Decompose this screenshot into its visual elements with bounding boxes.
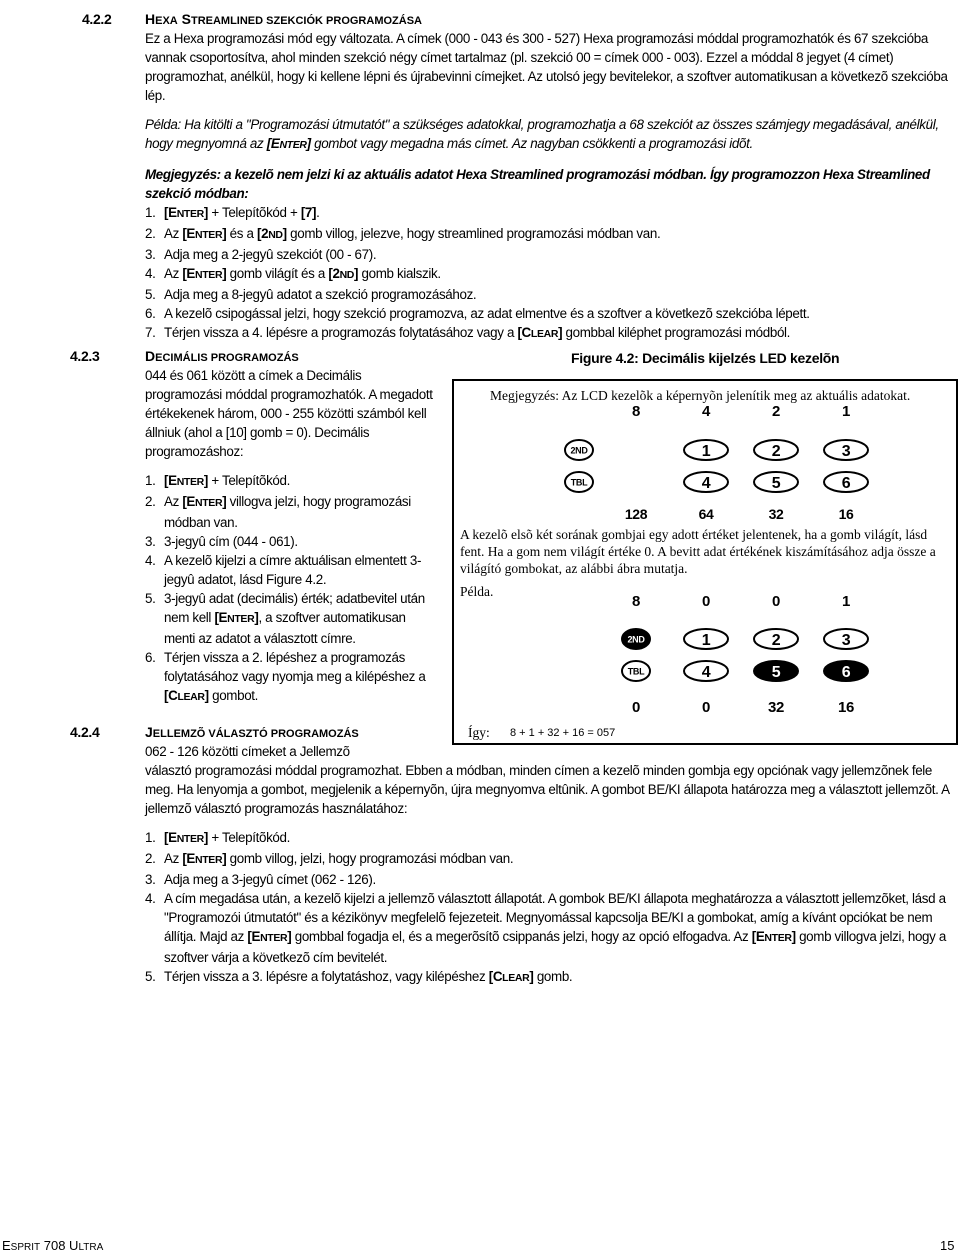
key-label: [ENTER] bbox=[247, 929, 292, 944]
figure-title: Figure 4.2: Decimális kijelzés LED kezelõn bbox=[571, 350, 840, 366]
step-text: A cím megadása után, a kezelõ kijelzi a jellemzõ választott állapotát. A gombok BE/KI állapota meghatározza a választott jellemzõket, lásd a "Programozói útmutatót" és a kézikönyv megfelelõ fejezeteit. Megnyomással kapcsolja BE/KI a gombokat, amíg a kívánt opciókat be nem állítja. Majd az [ENTER] gombbal fogadja el, és a megerõsítõ csippanás jelzi, hogy az opció elfogadva. Az [ENTER] gomb villogva jelzi, hogy a szoftver várja a következõ cím bevitelét. bbox=[164, 891, 946, 965]
step-text: 3-jegyû cím (044 - 061). bbox=[164, 534, 298, 549]
key-label: [ENTER] bbox=[164, 830, 208, 845]
step-text: Az [ENTER] gomb világít és a [2ND] gomb kialszik. bbox=[164, 266, 441, 281]
step-text: A kezelõ csipogással jelzi, hogy szekció programozva, az adat elmentve és a szoftver a következõ szekcióba lépett. bbox=[164, 306, 810, 321]
step-number: 1. bbox=[145, 473, 156, 488]
key-label: [ENTER] bbox=[751, 929, 796, 944]
step-number: 3. bbox=[145, 247, 156, 262]
hexa-steps-list bbox=[145, 203, 957, 344]
list-item bbox=[145, 304, 957, 323]
figure-example-label: Példa. bbox=[460, 584, 494, 599]
example-key-tbl bbox=[622, 661, 650, 681]
figure-4-2-box bbox=[452, 379, 958, 745]
key-6 bbox=[824, 472, 868, 492]
step-text: Adja meg a 8-jegyû adatot a szekció programozásához. bbox=[164, 287, 477, 302]
figure-note-top: Megjegyzés: Az LCD kezelõk a képernyõn jelenítik meg az aktuális adatokat. bbox=[490, 388, 911, 403]
step-text: Térjen vissza a 2. lépéshez a programozás folytatásához vagy nyomja meg a kilépéshez a [CLEAR] gombot. bbox=[164, 650, 426, 703]
weight-top-8: 8 bbox=[632, 403, 640, 420]
svg-text:6: 6 bbox=[841, 664, 851, 681]
svg-text:1: 1 bbox=[701, 632, 711, 649]
key-3 bbox=[824, 440, 868, 460]
footer-product-name: ESPRIT 708 ULTRA bbox=[2, 1238, 104, 1253]
key-label: [CLEAR] bbox=[164, 688, 209, 703]
key-tbl bbox=[565, 472, 593, 492]
svg-text:1: 1 bbox=[701, 443, 711, 460]
list-item bbox=[145, 471, 437, 492]
step-text: [ENTER] + Telepítõkód. bbox=[164, 473, 290, 488]
example-key-4 bbox=[684, 661, 728, 681]
key-label: [CLEAR] bbox=[517, 325, 563, 340]
list-item bbox=[145, 589, 437, 648]
key-label: [7] bbox=[300, 205, 317, 220]
example-bottom-value: 0 bbox=[702, 699, 710, 716]
list-item bbox=[145, 648, 437, 707]
example-key-2nd bbox=[622, 629, 650, 649]
step-text: A kezelõ kijelzi a címre aktuálisan elmentett 3-jegyû adatot, lásd Figure 4.2. bbox=[164, 553, 422, 587]
step-number: 2. bbox=[145, 494, 156, 509]
list-item bbox=[145, 492, 437, 532]
weight-bottom-64: 64 bbox=[698, 506, 714, 522]
step-number: 5. bbox=[145, 969, 156, 984]
step-text: Térjen vissza a 4. lépésre a programozás folytatásához vagy a [CLEAR] gombbal kiléphet programozási módból. bbox=[164, 325, 791, 340]
example-top-value: 8 bbox=[632, 593, 640, 610]
step-number: 1. bbox=[145, 205, 156, 220]
feature-intro-text: 062 - 126 közötti címeket a Jellemzõ választó programozási móddal programozhat. Ebben a módban, minden címen a kezelõ minden gombja egy opciónak vagy jellemzõnek fele meg. Ha lenyomja a gombot, megjelenik a képernyõn, újra megnyomva eltûnik. A gombot BE/KI állapota határozza meg a választott jellemzõt. A jellemzõ választó programozás használatához: bbox=[145, 742, 957, 818]
svg-text:5: 5 bbox=[771, 475, 781, 492]
step-number: 4. bbox=[145, 266, 156, 281]
key-label: [ENTER] bbox=[214, 610, 259, 625]
section-title-jellemzo: JELLEMZÕ VÁLASZTÓ PROGRAMOZÁS bbox=[145, 724, 359, 740]
step-number: 2. bbox=[145, 226, 156, 241]
step-number: 3. bbox=[145, 872, 156, 887]
step-number: 3. bbox=[145, 534, 156, 549]
section-4-2-2-body bbox=[145, 29, 957, 344]
list-item bbox=[145, 323, 957, 344]
key-label: [ENTER] bbox=[266, 136, 311, 151]
example-key-2 bbox=[754, 629, 798, 649]
step-number: 7. bbox=[145, 325, 156, 340]
example-key-5 bbox=[754, 661, 798, 681]
step-text: Az [ENTER] villogva jelzi, hogy programozási módban van. bbox=[164, 494, 411, 530]
figure-igy-label: Így: bbox=[468, 725, 490, 740]
hexa-example: Példa: Ha kitölti a "Programozási útmutatót" a szükséges adatokkal, programozhatja a 68 szekciót az összes számjegy megadásával, anélkül, hogy megnyomná az [ENTER] gombot vagy megadna más címet. Az nagyban csökkenti a programozási idõt. bbox=[145, 117, 939, 151]
step-text: Az [ENTER] és a [2ND] gomb villog, jelezve, hogy streamlined programozási módban van. bbox=[164, 226, 661, 241]
example-bottom-value: 32 bbox=[768, 699, 784, 716]
section-number-4-2-2: 4.2.2 bbox=[82, 11, 112, 27]
step-number: 5. bbox=[145, 287, 156, 302]
svg-text:3: 3 bbox=[841, 632, 851, 649]
section-title-hexa-streamlined: HEXA STREAMLINED SZEKCIÓK PROGRAMOZÁSA bbox=[145, 11, 422, 27]
svg-text:2ND: 2ND bbox=[570, 445, 588, 456]
svg-text:TBL: TBL bbox=[570, 477, 588, 488]
hexa-note: Megjegyzés: a kezelõ nem jelzi ki az aktuális adatot Hexa Streamlined programozási módban. Így programozzon Hexa Streamlined szekció módban: bbox=[145, 167, 930, 201]
svg-text:6: 6 bbox=[841, 475, 851, 492]
step-number: 1. bbox=[145, 830, 156, 845]
example-top-value: 0 bbox=[772, 593, 780, 610]
section-title-decimalis: DECIMÁLIS PROGRAMOZÁS bbox=[145, 348, 299, 364]
key-label: [2ND] bbox=[256, 226, 287, 241]
key-label: [2ND] bbox=[328, 266, 359, 281]
key-2nd bbox=[565, 440, 593, 460]
list-item bbox=[145, 203, 957, 224]
list-item bbox=[145, 551, 437, 589]
hexa-description: Ez a Hexa programozási mód egy változata. A címek (000 - 043 és 300 - 527) Hexa programozási móddal programozhatók és 67 szekcióba vannak csoportosítva, ahol minden szekció négy címet tartalmaz (pl. szekció 00 = címek 000 - 003). Ezzel a móddal 8 jegyet (4 címet) programozhat, anélkül, hogy ki kellene lépni és újrabevinni címejket. Az utolsó jegy bevitelekor, a szoftver automatikusan a következõ szekcióba lép. bbox=[145, 31, 948, 103]
section-4-2-3-body bbox=[145, 366, 437, 707]
list-item bbox=[145, 870, 957, 889]
weight-top-4: 4 bbox=[702, 403, 710, 420]
key-label: [ENTER] bbox=[182, 494, 227, 509]
figure-igy-value: 8 + 1 + 32 + 16 = 057 bbox=[510, 727, 616, 739]
list-item bbox=[145, 889, 957, 967]
svg-text:4: 4 bbox=[701, 475, 711, 492]
svg-text:5: 5 bbox=[771, 664, 781, 681]
example-top-value: 0 bbox=[702, 593, 710, 610]
key-label: [ENTER] bbox=[164, 205, 208, 220]
step-number: 6. bbox=[145, 306, 156, 321]
list-item bbox=[145, 828, 957, 849]
step-text: Az [ENTER] gomb villog, jelzi, hogy programozási módban van. bbox=[164, 851, 514, 866]
decimal-intro: 044 és 061 között a címek a Decimális programozási móddal programozhatók. A megadott értékekenek három, 000 - 255 közötti számból kell állniuk (ahol a [10] gomb = 0). Decimális programozáshoz: bbox=[145, 368, 433, 459]
key-1 bbox=[684, 440, 728, 460]
step-number: 2. bbox=[145, 851, 156, 866]
decimal-steps-list bbox=[145, 471, 437, 707]
svg-text:2: 2 bbox=[771, 443, 781, 460]
weight-bottom-32: 32 bbox=[768, 506, 784, 522]
example-bottom-value: 16 bbox=[838, 699, 854, 716]
step-number: 4. bbox=[145, 553, 156, 568]
list-item bbox=[145, 285, 957, 304]
figure-wrap-spacer bbox=[397, 742, 957, 761]
svg-text:3: 3 bbox=[841, 443, 851, 460]
step-number: 5. bbox=[145, 591, 156, 606]
key-2 bbox=[754, 440, 798, 460]
svg-text:TBL: TBL bbox=[627, 666, 645, 677]
list-item bbox=[145, 264, 957, 285]
key-label: [CLEAR] bbox=[488, 969, 534, 984]
example-key-3 bbox=[824, 629, 868, 649]
example-key-6 bbox=[824, 661, 868, 681]
section-number-4-2-3: 4.2.3 bbox=[70, 348, 100, 364]
example-bottom-value: 0 bbox=[632, 699, 640, 716]
svg-text:2: 2 bbox=[771, 632, 781, 649]
key-4 bbox=[684, 472, 728, 492]
footer-page-number: 15 bbox=[940, 1238, 955, 1253]
list-item bbox=[145, 532, 437, 551]
weight-top-1: 1 bbox=[842, 403, 850, 420]
list-item bbox=[145, 967, 957, 988]
feature-intro-wrap bbox=[145, 742, 957, 988]
step-text: 3-jegyû adat (decimális) érték; adatbevitel után nem kell [ENTER], a szoftver automatikusan menti az adatot a választott címre. bbox=[164, 591, 425, 646]
weight-top-2: 2 bbox=[772, 403, 780, 420]
step-text: [ENTER] + Telepítõkód. bbox=[164, 830, 290, 845]
example-top-value: 1 bbox=[842, 593, 850, 610]
step-number: 4. bbox=[145, 891, 156, 906]
step-text: Adja meg a 2-jegyû szekciót (00 - 67). bbox=[164, 247, 377, 262]
example-key-1 bbox=[684, 629, 728, 649]
key-label: [ENTER] bbox=[182, 226, 227, 241]
list-item bbox=[145, 849, 957, 870]
key-label: [ENTER] bbox=[182, 266, 227, 281]
weight-bottom-16: 16 bbox=[838, 506, 854, 522]
svg-text:4: 4 bbox=[701, 664, 711, 681]
step-text: [ENTER] + Telepítõkód + [7]. bbox=[164, 205, 320, 220]
key-label: [ENTER] bbox=[182, 851, 227, 866]
svg-text:2ND: 2ND bbox=[627, 634, 645, 645]
figure-explanation: A kezelõ elsõ két sorának gombjai egy adott értéket jelentenek, ha a gomb világít, lásd fent. Ha a gom nem világít értéke 0. A bevitt adat értékének kiszámításához adja össze a világító gombokat, az alábbi ábra mutatja. bbox=[460, 527, 936, 576]
feature-steps-list bbox=[145, 828, 957, 988]
weight-bottom-128: 128 bbox=[624, 506, 648, 522]
step-text: Térjen vissza a 3. lépésre a folytatáshoz, vagy kilépéshez [CLEAR] gomb. bbox=[164, 969, 573, 984]
section-number-4-2-4: 4.2.4 bbox=[70, 724, 100, 740]
list-item bbox=[145, 224, 957, 245]
list-item bbox=[145, 245, 957, 264]
step-text: Adja meg a 3-jegyû címet (062 - 126). bbox=[164, 872, 376, 887]
step-number: 6. bbox=[145, 650, 156, 665]
key-label: [ENTER] bbox=[164, 473, 208, 488]
key-5 bbox=[754, 472, 798, 492]
